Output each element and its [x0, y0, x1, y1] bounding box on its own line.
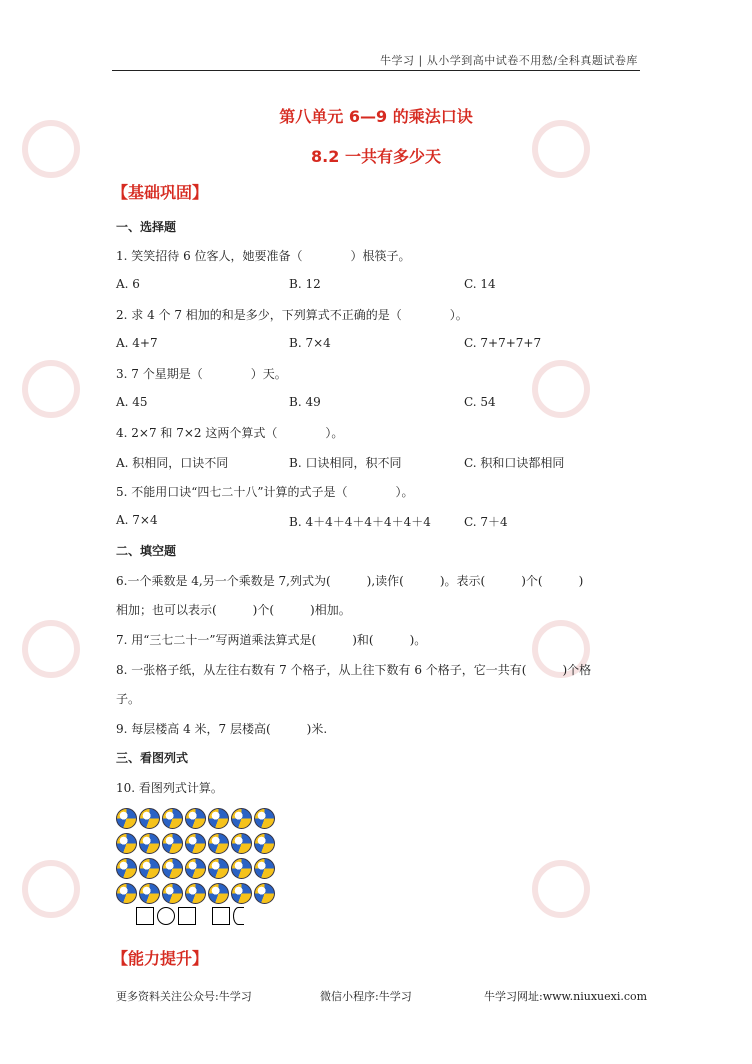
volleyball-icon: [116, 883, 137, 904]
header-divider: [112, 70, 640, 71]
question-9: 9. 每层楼高 4 米，7 层楼高( )米.: [116, 722, 328, 736]
volleyball-icon: [162, 883, 183, 904]
answer-box: [136, 907, 154, 925]
volleyball-icon: [162, 833, 183, 854]
question-6-line1: 6.一个乘数是 4,另一个乘数是 7,列式为( ),读作( )。表示( )个( ): [116, 574, 584, 588]
volleyball-icon: [185, 808, 206, 829]
volleyball-icon: [208, 833, 229, 854]
answer-equation: [136, 907, 244, 925]
volleyball-icon: [185, 833, 206, 854]
volleyball-icon: [162, 808, 183, 829]
volleyball-grid: [116, 808, 277, 904]
question-10: 10. 看图列式计算。: [116, 781, 223, 795]
watermark-logo-6: [532, 360, 590, 418]
q5-option-b: B. 4＋4＋4＋4＋4＋4＋4: [289, 515, 431, 529]
question-5: 5. 不能用口诀“四七二十八”计算的式子是（ ）。: [116, 485, 414, 499]
volleyball-icon: [139, 833, 160, 854]
volleyball-icon: [208, 883, 229, 904]
answer-box: [212, 907, 230, 925]
volleyball-icon: [139, 883, 160, 904]
q1-option-c: C. 14: [464, 277, 496, 291]
volleyball-icon: [185, 858, 206, 879]
q4-option-c: C. 积和口诀都相同: [464, 456, 565, 470]
volleyball-icon: [116, 833, 137, 854]
section-basic: 【基础巩固】: [112, 183, 209, 202]
part-fill: 二、填空题: [116, 544, 177, 558]
volleyball-icon: [231, 858, 252, 879]
volleyball-icon: [254, 883, 275, 904]
watermark-header: 牛学习 | 从小学到高中试卷不用愁/全科真题试卷库: [380, 54, 638, 67]
footer-left: 更多资料关注公众号:牛学习: [116, 990, 252, 1003]
footer-right: 牛学习网址:www.niuxuexi.com: [484, 990, 648, 1003]
volleyball-icon: [116, 808, 137, 829]
q2-option-b: B. 7×4: [289, 336, 331, 350]
answer-box: [178, 907, 196, 925]
question-2: 2. 求 4 个 7 相加的和是多少，下列算式不正确的是（ ）。: [116, 308, 468, 322]
volleyball-icon: [231, 833, 252, 854]
q3-option-b: B. 49: [289, 395, 321, 409]
footer-mid: 微信小程序:牛学习: [320, 990, 412, 1003]
volleyball-icon: [139, 808, 160, 829]
q2-option-a: A. 4+7: [116, 336, 158, 350]
q3-option-a: A. 45: [116, 395, 148, 409]
q2-option-c: C. 7+7+7+7: [464, 336, 542, 350]
volleyball-icon: [254, 808, 275, 829]
question-7: 7. 用“三七二十一”写两道乘法算式是( )和( )。: [116, 633, 427, 647]
question-4: 4. 2×7 和 7×2 这两个算式（ ）。: [116, 426, 344, 440]
section-advanced: 【能力提升】: [112, 949, 209, 968]
volleyball-icon: [208, 808, 229, 829]
volleyball-icon: [162, 858, 183, 879]
q1-option-a: A. 6: [116, 277, 140, 291]
operator-circle: [233, 907, 244, 925]
part-choice: 一、选择题: [116, 220, 177, 234]
watermark-logo-2: [22, 360, 80, 418]
volleyball-icon: [116, 858, 137, 879]
q4-option-a: A. 积相同，口诀不同: [116, 456, 229, 470]
q4-option-b: B. 口诀相同，积不同: [289, 456, 402, 470]
question-6-line2: 相加；也可以表示( )个( )相加。: [116, 603, 351, 617]
q3-option-c: C. 54: [464, 395, 496, 409]
part-picture: 三、看图列式: [116, 751, 189, 765]
question-8-line2: 子。: [116, 692, 141, 706]
watermark-logo-4: [22, 860, 80, 918]
question-3: 3. 7 个星期是（ ）天。: [116, 367, 287, 381]
page-subtitle: 8.2 一共有多少天: [311, 147, 441, 166]
volleyball-icon: [254, 833, 275, 854]
volleyball-icon: [231, 808, 252, 829]
q5-option-a: A. 7×4: [116, 513, 158, 527]
q1-option-b: B. 12: [289, 277, 321, 291]
question-8-line1: 8. 一张格子纸，从左往右数有 7 个格子，从上往下数有 6 个格子，它一共有( )个格: [116, 663, 592, 677]
volleyball-icon: [254, 858, 275, 879]
page-title: 第八单元 6—9 的乘法口诀: [279, 107, 473, 126]
volleyball-icon: [231, 883, 252, 904]
watermark-logo-3: [22, 620, 80, 678]
operator-circle: [157, 907, 175, 925]
q5-option-c: C. 7＋4: [464, 515, 508, 529]
volleyball-icon: [185, 883, 206, 904]
watermark-logo-8: [532, 860, 590, 918]
question-1: 1. 笑笑招待 6 位客人，她要准备（ ）根筷子。: [116, 249, 411, 263]
volleyball-icon: [208, 858, 229, 879]
volleyball-icon: [139, 858, 160, 879]
